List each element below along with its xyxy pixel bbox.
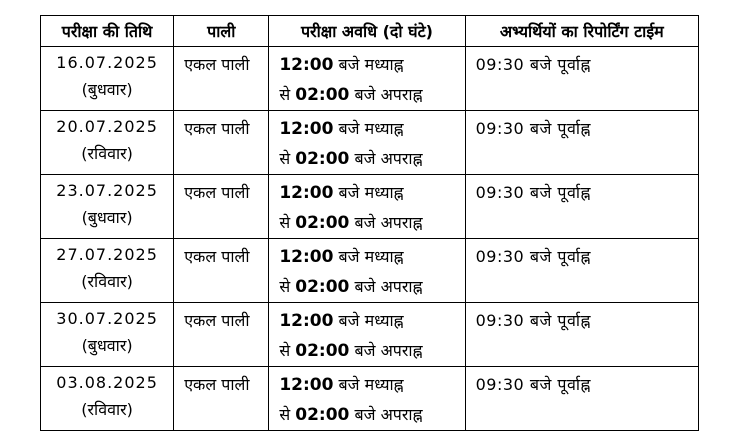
date-cell xyxy=(41,303,174,367)
shift-cell: एकल पाली xyxy=(174,47,269,111)
table-row xyxy=(41,47,699,111)
exam-day: (रविवार) xyxy=(81,400,133,419)
end-time: 02:00 xyxy=(295,341,350,361)
exam-day: (बुधवार) xyxy=(81,80,133,99)
reporting-time-cell: 09:30 बजे पूर्वाह्न xyxy=(465,367,698,431)
duration-cell xyxy=(269,367,465,431)
reporting-time-cell: 09:30 बजे पूर्वाह्न xyxy=(465,303,698,367)
duration-cell xyxy=(269,303,465,367)
to-prefix: से xyxy=(279,405,291,424)
start-time: 12:00 xyxy=(279,119,334,139)
start-time-suffix: बजे मध्याह्न xyxy=(338,55,404,74)
shift-cell: एकल पाली xyxy=(174,175,269,239)
end-time: 02:00 xyxy=(295,405,350,425)
exam-day: (रविवार) xyxy=(81,144,133,163)
exam-date: 23.07.2025 xyxy=(56,181,158,200)
date-cell xyxy=(41,239,174,303)
to-prefix: से xyxy=(279,85,291,104)
end-time: 02:00 xyxy=(295,85,350,105)
header-shift: पाली xyxy=(174,16,269,47)
duration-cell xyxy=(269,239,465,303)
reporting-time-cell: 09:30 बजे पूर्वाह्न xyxy=(465,239,698,303)
start-time: 12:00 xyxy=(279,375,334,395)
table-row xyxy=(41,367,699,431)
start-time-suffix: बजे मध्याह्न xyxy=(338,311,404,330)
exam-date: 16.07.2025 xyxy=(56,53,158,72)
end-time-suffix: बजे अपराह्न xyxy=(354,277,423,296)
start-time: 12:00 xyxy=(279,183,334,203)
end-time-suffix: बजे अपराह्न xyxy=(354,341,423,360)
exam-date: 30.07.2025 xyxy=(56,309,158,328)
shift-cell: एकल पाली xyxy=(174,303,269,367)
exam-schedule-table xyxy=(40,15,699,431)
reporting-time-cell: 09:30 बजे पूर्वाह्न xyxy=(465,47,698,111)
start-time-suffix: बजे मध्याह्न xyxy=(338,247,404,266)
exam-day: (रविवार) xyxy=(81,272,133,291)
date-cell xyxy=(41,175,174,239)
duration-cell xyxy=(269,47,465,111)
end-time: 02:00 xyxy=(295,277,350,297)
start-time-suffix: बजे मध्याह्न xyxy=(338,375,404,394)
to-prefix: से xyxy=(279,341,291,360)
date-cell xyxy=(41,367,174,431)
start-time: 12:00 xyxy=(279,55,334,75)
date-cell xyxy=(41,47,174,111)
header-row xyxy=(41,16,699,47)
reporting-time-cell: 09:30 बजे पूर्वाह्न xyxy=(465,175,698,239)
header-reporting-time: अभ्यर्थियों का रिपोर्टिंग टाईम xyxy=(465,16,698,47)
start-time-suffix: बजे मध्याह्न xyxy=(338,183,404,202)
start-time: 12:00 xyxy=(279,247,334,267)
start-time: 12:00 xyxy=(279,311,334,331)
duration-cell xyxy=(269,111,465,175)
table-row xyxy=(41,175,699,239)
start-time-suffix: बजे मध्याह्न xyxy=(338,119,404,138)
exam-day: (बुधवार) xyxy=(81,336,133,355)
exam-day: (बुधवार) xyxy=(81,208,133,227)
end-time-suffix: बजे अपराह्न xyxy=(354,149,423,168)
exam-date: 27.07.2025 xyxy=(56,245,158,264)
end-time: 02:00 xyxy=(295,213,350,233)
end-time: 02:00 xyxy=(295,149,350,169)
to-prefix: से xyxy=(279,277,291,296)
end-time-suffix: बजे अपराह्न xyxy=(354,213,423,232)
shift-cell: एकल पाली xyxy=(174,367,269,431)
date-cell xyxy=(41,111,174,175)
exam-date: 20.07.2025 xyxy=(56,117,158,136)
exam-date: 03.08.2025 xyxy=(56,373,158,392)
table-row xyxy=(41,111,699,175)
end-time-suffix: बजे अपराह्न xyxy=(354,85,423,104)
shift-cell: एकल पाली xyxy=(174,239,269,303)
to-prefix: से xyxy=(279,213,291,232)
header-exam-date: परीक्षा की तिथि xyxy=(41,16,174,47)
shift-cell: एकल पाली xyxy=(174,111,269,175)
header-exam-duration: परीक्षा अवधि (दो घंटे) xyxy=(269,16,465,47)
table-row xyxy=(41,303,699,367)
end-time-suffix: बजे अपराह्न xyxy=(354,405,423,424)
to-prefix: से xyxy=(279,149,291,168)
table-row xyxy=(41,239,699,303)
reporting-time-cell: 09:30 बजे पूर्वाह्न xyxy=(465,111,698,175)
duration-cell xyxy=(269,175,465,239)
